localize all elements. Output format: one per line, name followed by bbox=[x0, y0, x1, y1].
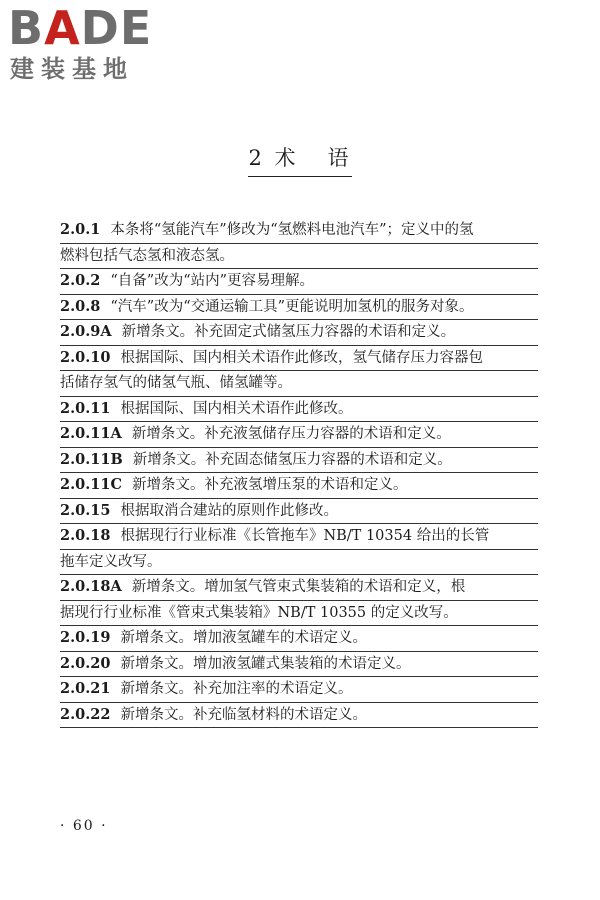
entry-text: 新增条文。补充固态储氢压力容器的术语和定义。 bbox=[132, 451, 452, 468]
term-entry bbox=[60, 626, 538, 652]
page-number: · 60 · bbox=[60, 818, 108, 834]
entry-line bbox=[60, 346, 538, 372]
clause-number: 2.0.11 bbox=[60, 399, 111, 417]
logo-subtitle: 建装基地 bbox=[10, 55, 134, 83]
entry-text: 根据国际、国内相关术语作此修改。 bbox=[120, 400, 353, 417]
term-entry bbox=[60, 320, 538, 346]
section-title bbox=[0, 142, 600, 177]
clause-number: 2.0.8 bbox=[60, 297, 101, 315]
entry-line bbox=[60, 295, 538, 321]
entry-text: 拖车定义改写。 bbox=[60, 553, 162, 570]
clause-number: 2.0.11A bbox=[60, 425, 122, 442]
clause-number: 2.0.21 bbox=[60, 680, 111, 697]
entry-line bbox=[60, 397, 538, 423]
clause-number: 2.0.19 bbox=[60, 629, 111, 646]
clause-number: 2.0.11C bbox=[60, 476, 122, 493]
term-entry bbox=[60, 677, 538, 703]
entry-line bbox=[60, 575, 538, 601]
entry-line bbox=[60, 524, 538, 550]
clause-number: 2.0.18A bbox=[60, 578, 122, 595]
term-entry bbox=[60, 346, 538, 397]
clause-number: 2.0.9A bbox=[60, 323, 112, 340]
entry-line bbox=[60, 473, 538, 499]
entry-text: 新增条文。补充液氢增压泵的术语和定义。 bbox=[132, 477, 408, 493]
clause-number: 2.0.20 bbox=[60, 654, 111, 672]
entry-text: 括储存氢气的储氢气瓶、储氢罐等。 bbox=[60, 375, 292, 391]
term-entry bbox=[60, 448, 538, 474]
term-entry bbox=[60, 499, 538, 525]
entry-line bbox=[60, 320, 538, 346]
entry-text: 根据取消合建站的原则作此修改。 bbox=[120, 502, 338, 519]
entry-line bbox=[60, 652, 538, 678]
entry-line bbox=[60, 244, 538, 270]
entry-line bbox=[60, 218, 538, 244]
entry-text: 新增条文。增加液氢罐车的术语定义。 bbox=[120, 630, 367, 646]
entry-text: 新增条文。补充固定式储氢压力容器的术语和定义。 bbox=[121, 324, 456, 340]
entry-text: 根据国际、国内相关术语作此修改，氢气储存压力容器包 bbox=[120, 349, 483, 366]
term-entry bbox=[60, 295, 538, 321]
entry-text: 新增条文。增加氢气管束式集装箱的术语和定义，根 bbox=[131, 579, 466, 595]
entry-line bbox=[60, 550, 538, 576]
clause-number: 2.0.1 bbox=[60, 221, 101, 238]
entry-text: 根据现行行业标准《长管拖车》NB/T 10354 给出的长管 bbox=[120, 528, 490, 544]
entry-text: 本条将“氢能汽车”修改为“氢燃料电池汽车”；定义中的氢 bbox=[110, 222, 474, 238]
clause-number: 2.0.2 bbox=[60, 272, 101, 289]
clause-number: 2.0.18 bbox=[60, 527, 111, 544]
logo-wordmark: BADE bbox=[8, 1, 153, 55]
term-entry bbox=[60, 473, 538, 499]
entry-text: 新增条文。增加液氢罐式集装箱的术语定义。 bbox=[120, 655, 411, 672]
term-entry bbox=[60, 703, 538, 729]
term-entry bbox=[60, 422, 538, 448]
logo-accent-letter: A bbox=[44, 1, 81, 55]
clause-number: 2.0.22 bbox=[60, 705, 111, 723]
term-entry bbox=[60, 218, 538, 269]
term-entry bbox=[60, 652, 538, 678]
entry-text: 燃料包括气态氢和液态氢。 bbox=[60, 247, 234, 264]
term-entry bbox=[60, 397, 538, 423]
clause-number: 2.0.11B bbox=[60, 450, 123, 468]
clause-number: 2.0.15 bbox=[60, 501, 111, 519]
section-title-text: 2 术 语 bbox=[248, 142, 351, 177]
entry-text: “汽车”改为“交通运输工具”更能说明加氢机的服务对象。 bbox=[110, 298, 474, 315]
entry-text: “自备”改为“站内”更容易理解。 bbox=[110, 273, 315, 289]
entry-line bbox=[60, 448, 538, 474]
term-entry-list bbox=[60, 218, 538, 728]
entry-line bbox=[60, 626, 538, 652]
entry-text: 据现行行业标准《管束式集装箱》NB/T 10355 的定义改写。 bbox=[60, 604, 458, 621]
term-entry bbox=[60, 524, 538, 575]
entry-text: 新增条文。补充液氢储存压力容器的术语和定义。 bbox=[131, 426, 451, 442]
entry-line bbox=[60, 703, 538, 729]
entry-text: 新增条文。补充临氢材料的术语定义。 bbox=[120, 706, 367, 723]
entry-line bbox=[60, 269, 538, 295]
entry-line bbox=[60, 499, 538, 525]
clause-number: 2.0.10 bbox=[60, 348, 111, 366]
entry-line bbox=[60, 422, 538, 448]
entry-line bbox=[60, 371, 538, 397]
entry-line bbox=[60, 601, 538, 627]
logo bbox=[8, 2, 178, 86]
term-entry bbox=[60, 575, 538, 626]
entry-line bbox=[60, 677, 538, 703]
term-entry bbox=[60, 269, 538, 295]
entry-text: 新增条文。补充加注率的术语定义。 bbox=[120, 681, 353, 697]
